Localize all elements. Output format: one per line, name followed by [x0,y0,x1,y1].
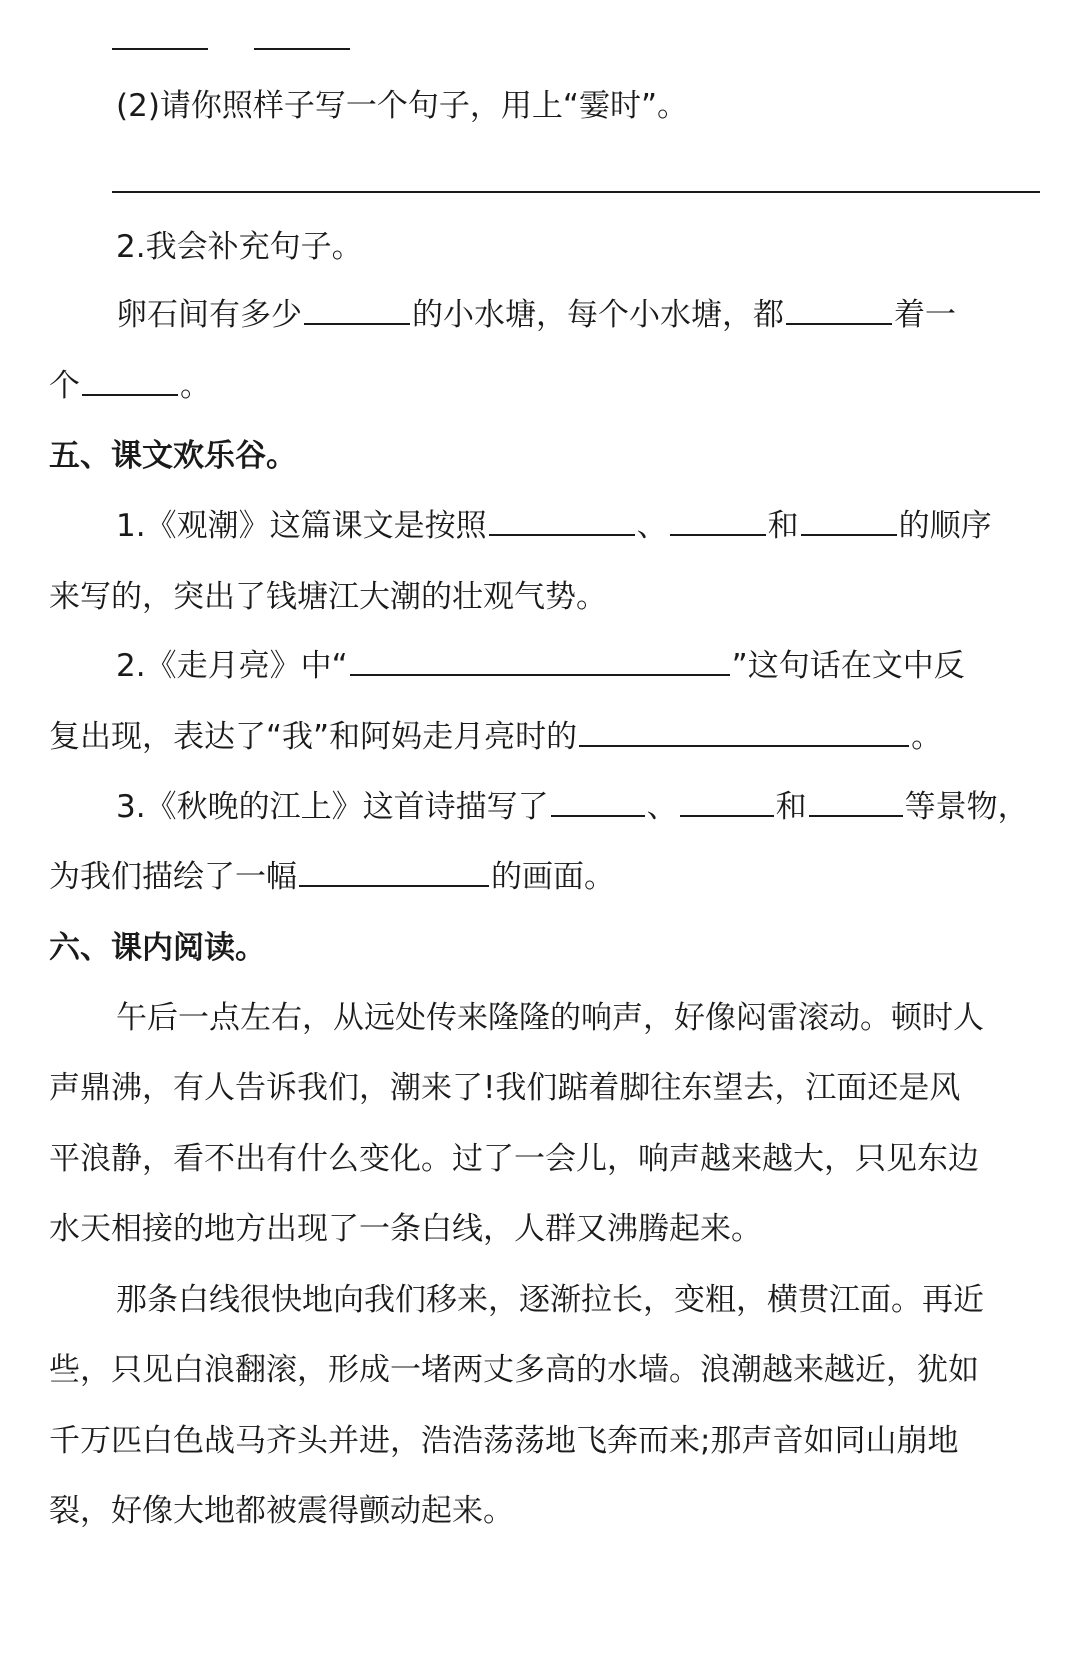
text: 。 [911,719,943,755]
passage-p2-line-4: 裂，好像大地都被震得颤动起来。 [49,1493,514,1529]
text: 复出现，表达了“我”和阿妈走月亮时的 [49,719,578,755]
blank[interactable] [786,296,892,325]
blank[interactable] [680,788,774,817]
section-5-q2-line-2 [49,715,1039,759]
text: 和 [775,789,807,825]
answer-line-sentence[interactable] [112,191,1040,193]
text: 1.《观潮》这篇课文是按照 [116,508,487,544]
question-2-title: 2.我会补充句子。 [116,229,363,265]
text: 的画面。 [491,859,615,895]
text: 2.《走月亮》中“ [116,648,348,684]
text: 、 [636,508,668,544]
text: 3.《秋晚的江上》这首诗描写了 [116,789,549,825]
section-5-q3-line-1 [116,785,1039,829]
text: 卵石间有多少 [116,297,302,333]
blank[interactable] [809,788,903,817]
section-5-q2-line-1 [116,644,1039,688]
answer-blank-2[interactable] [254,48,350,50]
blank[interactable] [551,788,645,817]
text: 的小水塘，每个小水塘，都 [412,297,784,333]
passage-p1-line-4: 水天相接的地方出现了一条白线，人群又沸腾起来。 [49,1211,762,1247]
question-2-line-2 [49,364,1039,408]
question-2-line-1 [116,293,1039,337]
section-5-heading: 五、课文欢乐谷。 [49,438,297,474]
text: 着一 [894,297,956,333]
section-5-q1-line-2: 来写的，突出了钱塘江大潮的壮观气势。 [49,579,607,615]
text: 。 [180,368,211,404]
text: 为我们描绘了一幅 [49,859,297,895]
answer-blank-1[interactable] [112,48,208,50]
section-5-q1-line-1 [116,504,1039,548]
passage-p1-line-3: 平浪静，看不出有什么变化。过了一会儿，响声越来越大，只见东边 [49,1141,979,1177]
section-6-heading: 六、课内阅读。 [49,930,266,966]
text: 、 [646,789,678,825]
text: 的顺序 [898,508,992,544]
text: 个 [49,368,80,404]
blank[interactable] [579,718,909,747]
question-1-2: (2)请你照样子写一个句子，用上“霎时”。 [116,88,689,124]
blank[interactable] [801,507,897,536]
section-5-q3-line-2 [49,855,1039,899]
text: ”这句话在文中反 [731,648,965,684]
passage-p2-line-2: 些，只见白浪翻滚，形成一堵两丈多高的水墙。浪潮越来越近，犹如 [49,1352,979,1388]
blank[interactable] [299,858,489,887]
blank[interactable] [489,507,635,536]
passage-p1-line-1: 午后一点左右，从远处传来隆隆的响声，好像闷雷滚动。顿时人 [116,1000,984,1036]
passage-p2-line-1: 那条白线很快地向我们移来，逐渐拉长，变粗，横贯江面。再近 [116,1282,984,1318]
text: 和 [767,508,799,544]
blank[interactable] [350,647,730,676]
text: 等景物， [904,789,1029,825]
blank[interactable] [304,296,410,325]
blank[interactable] [670,507,766,536]
passage-p1-line-2: 声鼎沸，有人告诉我们，潮来了!我们踮着脚往东望去，江面还是风 [49,1070,961,1106]
blank[interactable] [82,367,178,396]
passage-p2-line-3: 千万匹白色战马齐头并进，浩浩荡荡地飞奔而来;那声音如同山崩地 [49,1423,959,1459]
